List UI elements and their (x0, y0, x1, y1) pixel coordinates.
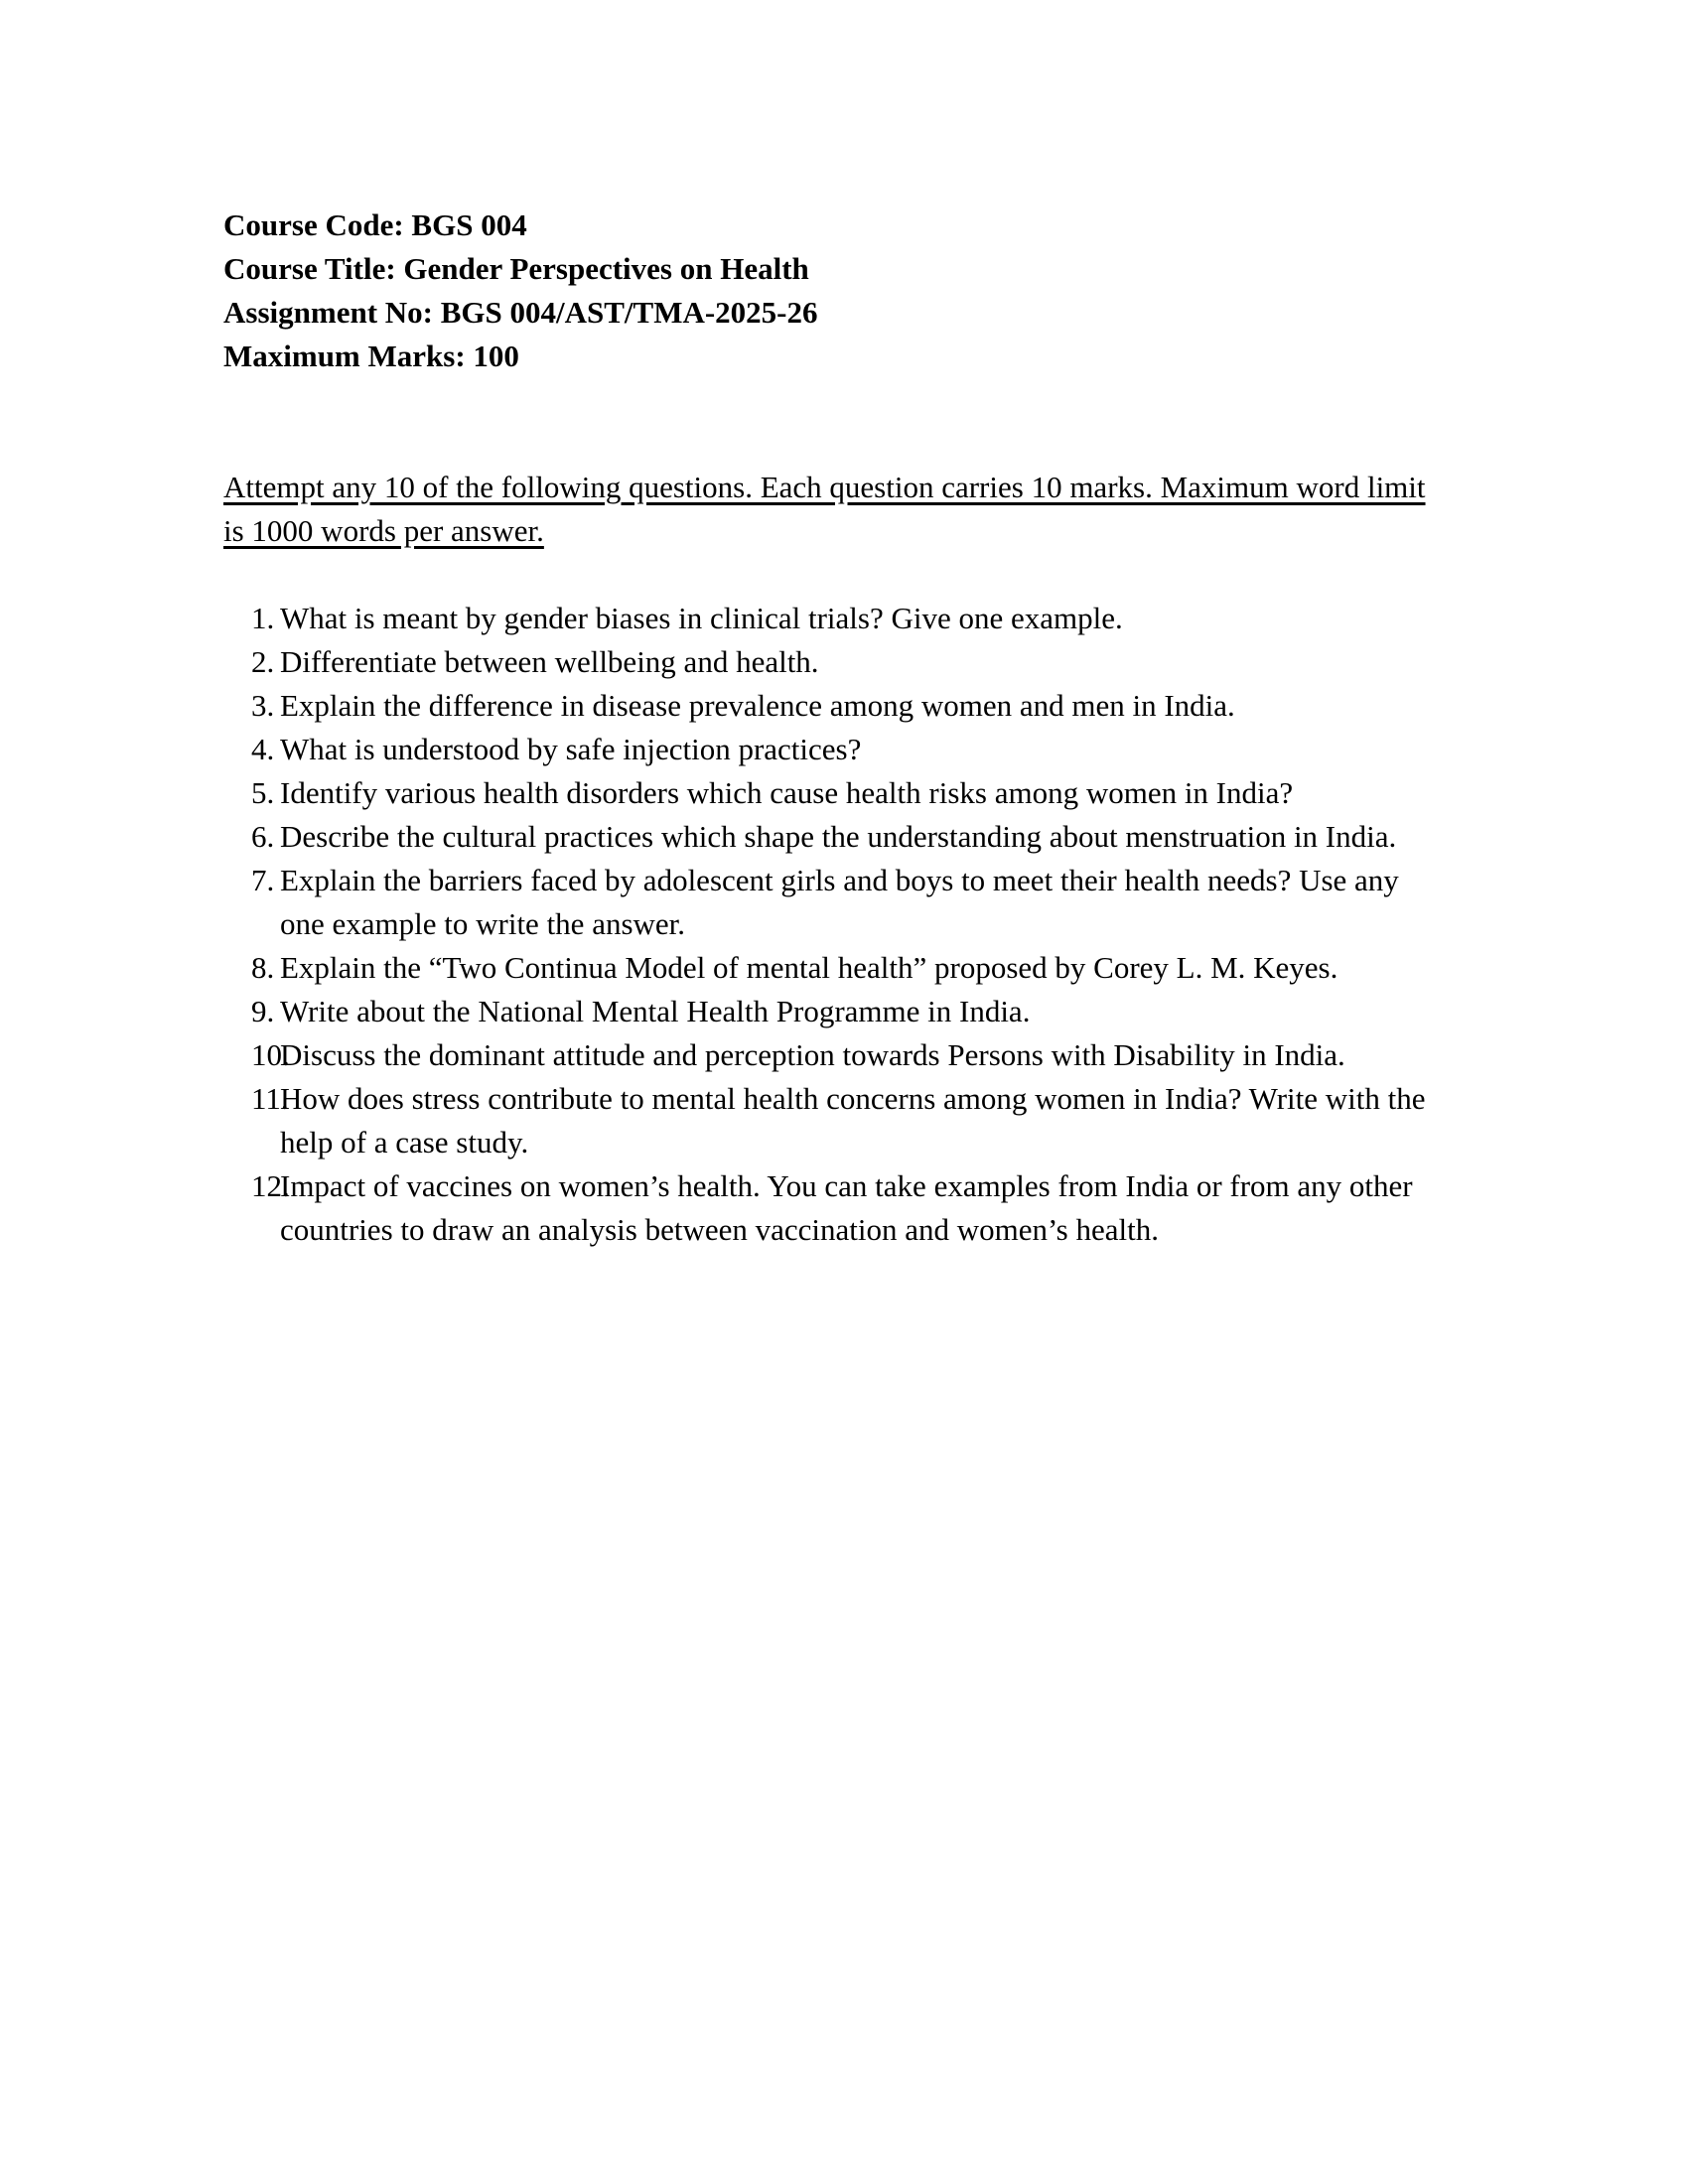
question-list (223, 597, 1435, 1252)
question-item (223, 728, 1435, 771)
question-text: Describe the cultural practices which shape the understanding about menstruation in India. (280, 819, 1397, 854)
question-item (223, 815, 1435, 859)
question-text: Write about the National Mental Health Programme in India. (280, 994, 1031, 1028)
question-item (223, 640, 1435, 684)
question-text: How does stress contribute to mental health concerns among women in India? Write with the help of a case study. (280, 1081, 1426, 1160)
question-number: 11. (251, 1081, 289, 1116)
question-item (223, 859, 1435, 946)
question-text: What is meant by gender biases in clinical trials? Give one example. (280, 601, 1123, 635)
question-number: 5. (251, 775, 275, 810)
question-text: What is understood by safe injection practices? (280, 732, 862, 766)
course-code-line: Course Code: BGS 004 (223, 207, 527, 242)
question-text: Identify various health disorders which cause health risks among women in India? (280, 775, 1294, 810)
question-item (223, 990, 1435, 1033)
question-number: 9. (251, 994, 275, 1028)
question-text: Discuss the dominant attitude and perception towards Persons with Disability in India. (280, 1037, 1345, 1072)
question-item (223, 1033, 1435, 1077)
question-number: 7. (251, 863, 275, 897)
question-text: Explain the “Two Continua Model of mental health” proposed by Corey L. M. Keyes. (280, 950, 1338, 985)
question-number: 6. (251, 819, 275, 854)
question-number: 2. (251, 644, 275, 679)
question-item (223, 946, 1435, 990)
question-text: Impact of vaccines on women’s health. You can take examples from India or from any other countries to draw an analysis between vaccination and women’s health. (280, 1168, 1413, 1247)
question-number: 10. (251, 1037, 290, 1072)
assignment-header (223, 204, 1435, 378)
question-number: 1. (251, 601, 275, 635)
question-number: 8. (251, 950, 275, 985)
question-text: Explain the barriers faced by adolescent girls and boys to meet their health needs? Use any one example to write the answer. (280, 863, 1399, 941)
maximum-marks-line: Maximum Marks: 100 (223, 339, 519, 373)
instruction-text: Attempt any 10 of the following questions. Each question carries 10 marks. Maximum word limit is 1000 words per answer. (223, 470, 1426, 548)
question-item (223, 1077, 1435, 1164)
question-number: 4. (251, 732, 275, 766)
question-number: 3. (251, 688, 275, 723)
question-text: Explain the difference in disease prevalence among women and men in India. (280, 688, 1235, 723)
question-item (223, 597, 1435, 640)
course-title-line: Course Title: Gender Perspectives on Health (223, 251, 809, 286)
question-text: Differentiate between wellbeing and health. (280, 644, 819, 679)
question-number: 12. (251, 1168, 290, 1203)
assignment-no-line: Assignment No: BGS 004/AST/TMA-2025-26 (223, 295, 818, 330)
question-item (223, 1164, 1435, 1252)
question-item (223, 684, 1435, 728)
question-item (223, 771, 1435, 815)
